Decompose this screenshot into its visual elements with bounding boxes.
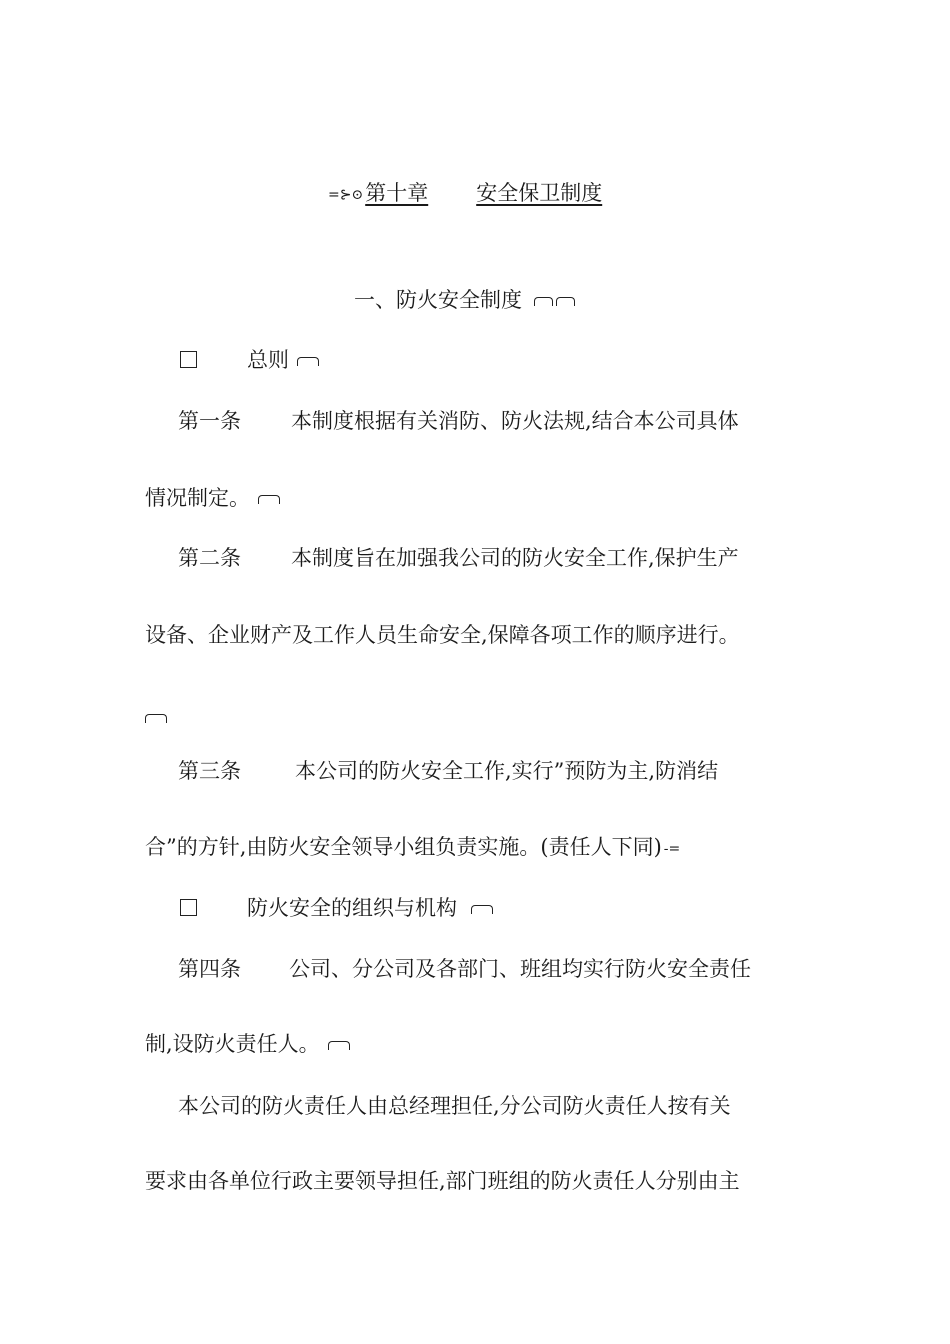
article-text: 合”的方针,由防火安全领导小组负责实施。(责任人下同)	[145, 835, 662, 859]
paragraph-line-2	[145, 1166, 740, 1196]
article-text: 公司、分公司及各部门、班组均实行防火安全责任	[289, 957, 751, 981]
paragraph-mark-icon	[328, 1041, 350, 1050]
article-text: 情况制定。	[145, 486, 250, 510]
paragraph-mark-icon	[258, 495, 280, 504]
article-label: 第三条	[178, 759, 241, 783]
article-3-line-2	[145, 832, 682, 864]
article-label: 第一条	[178, 409, 241, 433]
paragraph-text: 要求由各单位行政主要领导担任,部门班组的防火责任人分别由主	[145, 1169, 740, 1193]
article-label: 第二条	[178, 546, 241, 570]
section-heading-text: 一、防火安全制度	[354, 288, 522, 312]
paragraph-mark-icon	[297, 357, 319, 366]
paragraph-mark-icon	[556, 297, 575, 306]
checkbox-icon	[180, 899, 197, 916]
article-4-line-2	[145, 1029, 350, 1059]
subsection-title: 总则	[247, 348, 289, 372]
subsection-general	[180, 345, 319, 375]
section-heading	[354, 285, 575, 315]
article-1-line-2	[145, 483, 280, 513]
article-1-line-1	[178, 406, 739, 436]
article-3-line-1	[178, 756, 718, 786]
subsection-organization	[180, 893, 493, 923]
article-4-line-1	[178, 954, 751, 984]
subsection-title: 防火安全的组织与机构	[247, 896, 457, 920]
article-text: 本制度根据有关消防、防火法规,结合本公司具体	[291, 409, 739, 433]
symbol-icon: =⊱⊙	[328, 186, 364, 203]
paragraph-line-1	[178, 1091, 731, 1121]
article-2-line-1	[178, 543, 739, 573]
paragraph-mark-icon	[471, 905, 493, 914]
article-2-line-2	[145, 620, 740, 650]
article-label: 第四条	[178, 957, 241, 981]
paragraph-end-mark	[137, 702, 167, 732]
article-text: 本制度旨在加强我公司的防火安全工作,保护生产	[291, 546, 739, 570]
checkbox-icon	[180, 351, 197, 368]
symbol-icon: -=	[663, 840, 681, 857]
paragraph-mark-icon	[534, 297, 553, 306]
paragraph-mark-icon	[145, 714, 167, 723]
chapter-title	[326, 178, 602, 210]
article-text: 设备、企业财产及工作人员生命安全,保障各项工作的顺序进行。	[145, 623, 740, 647]
chapter-name: 安全保卫制度	[476, 181, 603, 205]
article-text: 本公司的防火安全工作,实行”预防为主,防消结	[295, 759, 719, 783]
chapter-number: 第十章	[365, 181, 429, 205]
paragraph-text: 本公司的防火责任人由总经理担任,分公司防火责任人按有关	[178, 1094, 731, 1118]
article-text: 制,设防火责任人。	[145, 1032, 320, 1056]
